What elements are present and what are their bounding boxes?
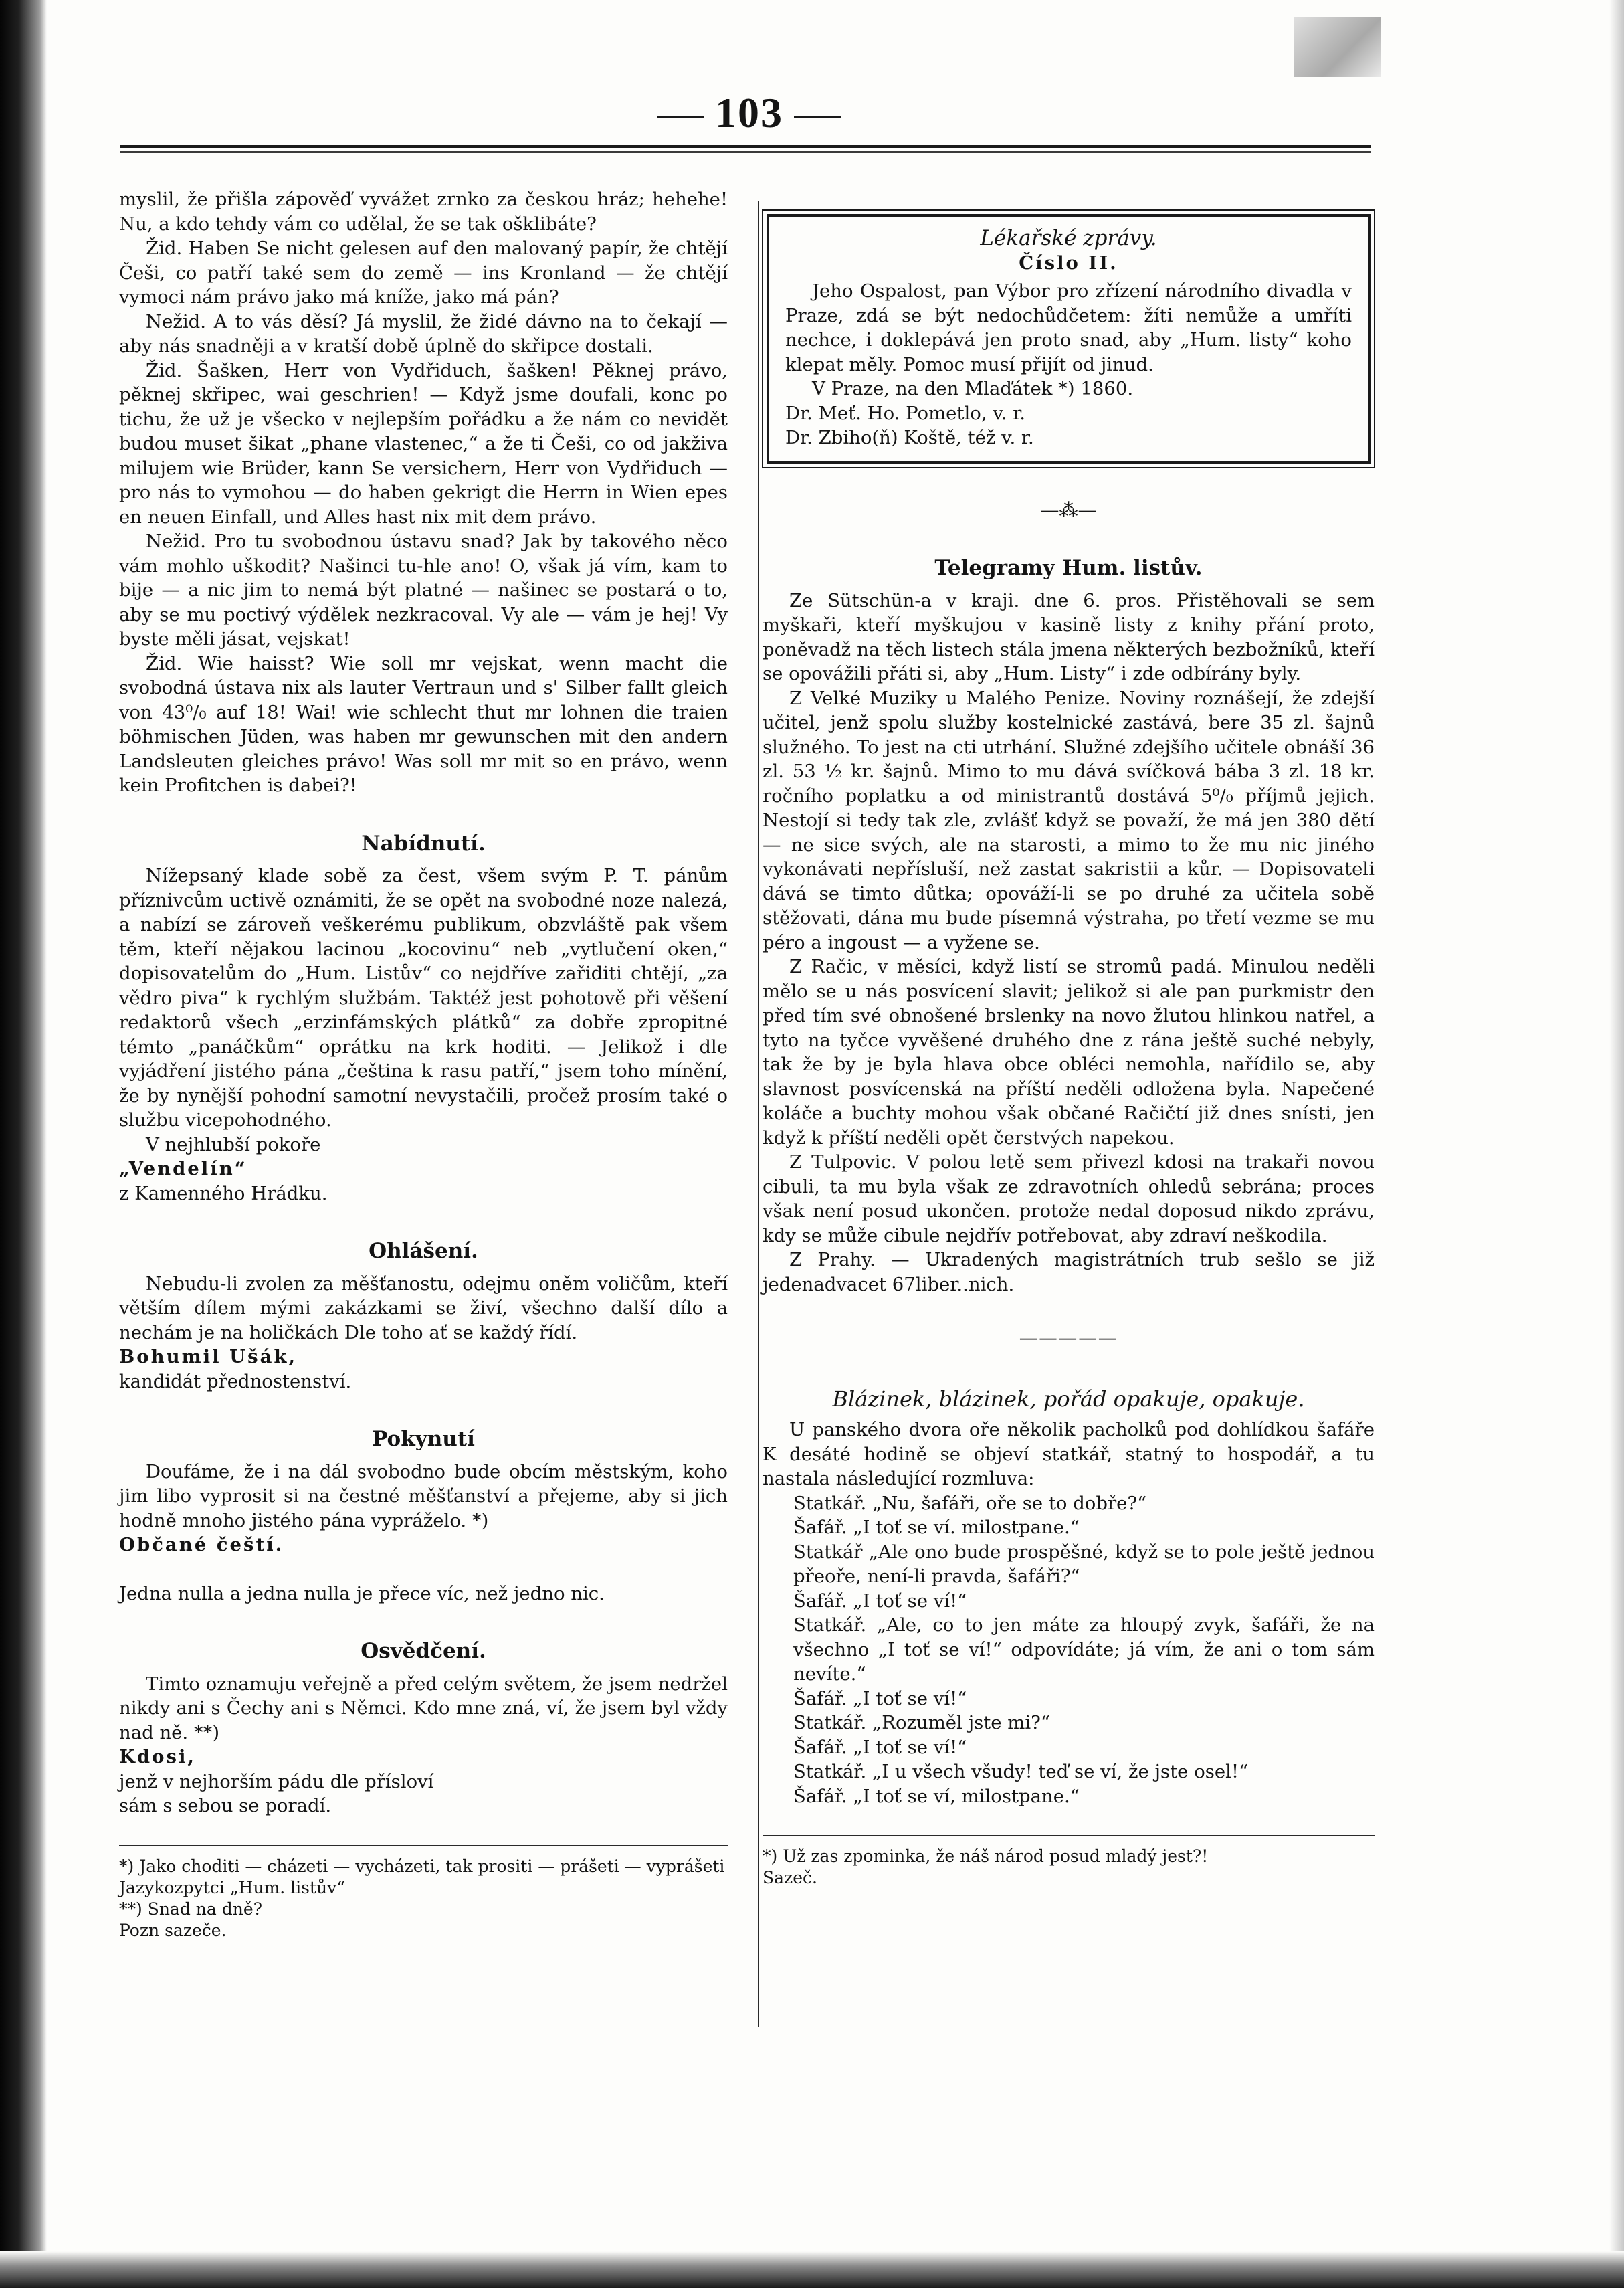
dialogue-line: Statkář. „Rozuměl jste mi?“ xyxy=(793,1712,1050,1733)
signature-line: sám s sebou se poradí. xyxy=(119,1795,332,1816)
signature-role: kandidát přednostenství. xyxy=(119,1370,352,1392)
footnotes xyxy=(763,1835,1375,1889)
page-number-dash-left xyxy=(657,116,704,118)
dialogue-paragraph: Žid. Wie haisst? Wie soll mr vejskat, wenn macht die svobodná ústava nix als lauter Vertraun und s' Silber fallt gleich von 43⁰/₀ auf 18! Wai! wie schlecht thut mr lohnen die traien böhmischen Jüden, was haben mr gewunschen mit den andern Landsleuten gleiches právo! Was soll mr mit so en právo, wenn kein Profitchen is dabei?! xyxy=(119,652,728,796)
section-title: Blázinek, blázinek, pořád opakuje, opakuje. xyxy=(832,1386,1305,1412)
section-nabidnuti xyxy=(119,832,728,1206)
section-text: U panského dvora oře několik pacholků pod dohlídkou šafáře K desáté hodině se objeví statkář, statný to hospodář, a tu nastala následující rozmluva: xyxy=(763,1419,1375,1489)
section-title: Nabídnutí. xyxy=(361,831,486,856)
scan-edge-bottom xyxy=(0,2251,1624,2288)
dialogue-paragraph: Žid. Haben Se nicht gelesen auf den malovaný papír, že chtějí Češi, co patří také sem do země — ins Kronland — že chtějí vymoci nám právo jako má kníže, jako má pán? xyxy=(119,237,728,308)
footnotes xyxy=(119,1845,728,1941)
footnote: **) Snad na dně? xyxy=(119,1899,263,1919)
telegram-item: Ze Sütschün-a v kraji. dne 6. pros. Přistěhovali se sem myškaři, kteří myškujou v kasině listy z knihy přání proto, poněvadž na těch listech stála jmena některých bezbožníků, kteří se opovážili přáti si, aby „Hum. Listy“ i zde odbírány byly. xyxy=(763,589,1375,684)
section-text: Nížepsaný klade sobě za čest, všem svým P. T. pánům příznivcům uctivě oznámiti, že se opět na svobodné noze nalezá, a nabízí se zároveň veškerému publikum, obzvláště pak všem těm, kteří nějakou lacinou „kocovinu“ neb „vytlučení oken,“ dopisovatelům do „Hum. Listův“ co nejdříve zařiditi chtějí, „za vědro piva“ k rychlým službám. Taktéž jest pohotově při věšení redaktorů všech „erzinfámských plátků“ za dobře zpropitné témto „panáčkům“ oprátku na krk hoditi. — Jelikož i dle vyjádření jistého pána „čeština k rasu patří,“ jsem toho mínění, že by nynější pohodní samotní nevystačili, pročež prosím také o službu vicepohodného. xyxy=(119,865,728,1131)
section-ohlaseni xyxy=(119,1239,728,1394)
section-telegramy xyxy=(763,556,1375,1297)
footnote-signature: Pozn sazeče. xyxy=(119,1920,227,1940)
nulla-line: Jedna nulla a jedna nulla je přece víc, než jedno nic. xyxy=(119,1582,605,1604)
signature: Bohumil Ušák, xyxy=(119,1346,298,1367)
page-number-value: 103 xyxy=(715,89,783,136)
divider: ————— xyxy=(1019,1327,1118,1349)
footnote: *) Jako choditi — cházeti — vycházeti, tak prositi — prášeti — vyprášeti xyxy=(119,1856,725,1876)
page-number-dash-right xyxy=(794,116,841,118)
dialogue-line: Statkář „Ale ono bude prospěšné, když se to pole ještě jednou přeoře, není-li pravda, šafáři?“ xyxy=(793,1541,1375,1587)
medical-report-box xyxy=(767,214,1371,464)
scan-edge-right xyxy=(1609,0,1624,2288)
dialogue-article xyxy=(119,187,728,798)
section-pokynuti xyxy=(119,1427,728,1557)
section-text: Timto oznamuju veřejně a před celým světem, že jsem nedržel nikdy ani s Čechy ani s Němci. Kdo mne zná, ví, že jsem byl vždy nad ně. **) xyxy=(119,1673,728,1743)
section-blazinek xyxy=(763,1387,1375,1809)
section-title: Pokynutí xyxy=(372,1427,475,1451)
footnote-signature: Jazykozpytci „Hum. listův“ xyxy=(119,1877,346,1897)
dialogue-paragraph: Nežid. Pro tu svobodnou ústavu snad? Jak by takového něco vám mohlo uškodit? Našinci tu-hle ano! O, však já vím, kam to bije — a nic jim to nemá být platné — našinec se postará o to, aby se mu poctivý výdělek nezkracoval. Vy ale — vám je hej! Vy byste měli jásat, vejskat! xyxy=(119,531,728,650)
ornament: —⁂— xyxy=(1040,498,1097,521)
signature-line: jenž v nejhorším pádu dle přísloví xyxy=(119,1770,434,1792)
section-title: Telegramy Hum. listův. xyxy=(934,556,1203,580)
box-date: V Praze, na den Mlaďátek *) 1860. xyxy=(812,378,1134,399)
section-osvedceni xyxy=(119,1639,728,1818)
dialogue-line: Šafář. „I toť se ví, milostpane.“ xyxy=(793,1785,1080,1807)
dialogue-line: Statkář. „Nu, šafáři, oře se to dobře?“ xyxy=(793,1492,1147,1514)
section-text: Doufáme, že i na dál svobodno bude obcím městským, koho jim libo vyprosit si na čestné měšťanství a přejeme, aby si jich hodně mnoho jistého pána vypráželo. *) xyxy=(119,1460,728,1531)
header-rule xyxy=(120,145,1371,148)
dialogue-line: Statkář. „Ale, co to jen máte za hloupý zvyk, šafáři, že na všechno „I toť se ví!“ odpovídáte; já vím, že ani o tom sám nevíte.“ xyxy=(793,1614,1375,1685)
left-column xyxy=(119,187,728,1941)
box-title: Lékařské zprávy. xyxy=(980,226,1157,250)
dialogue-paragraph: Nežid. A to vás děsí? Já myslil, že židé dávno na to čekají — aby nás snadněji a v kratší době úplně do skřipce dostali. xyxy=(119,310,728,357)
scan-corner-mark xyxy=(1294,17,1381,77)
footnote: *) Už zas zpominka, že náš národ posud mladý jest?! xyxy=(763,1846,1209,1866)
closing-line: V nejhlubší pokoře xyxy=(146,1133,321,1155)
page-number xyxy=(622,88,876,138)
section-title: Osvědčení. xyxy=(361,1639,486,1663)
scan-edge-left xyxy=(0,0,47,2288)
dialogue-line: Šafář. „I toť se ví!“ xyxy=(793,1736,967,1758)
dialogue-paragraph: Žid. Šašken, Herr von Vydřiduch, šašken! Pěknej právo, pěknej skřipec, wai geschrien! — Když jsme doufali, konc po tichu, že už je všecko v nejlepším pořádku a že nám co nevidět budou muset šikat „phane vlastenec,“ a že ti Češi, co od jakživa milujem wie Brüder, kann Se versichern, Herr von Vydřiduch — pro nás to vymohou — do haben gekrigt die Herrn in Wien epes en neuen Einfall, und Alles hast nix mit dem právo. xyxy=(119,359,728,528)
dialogue-line: Šafář. „I toť se ví!“ xyxy=(793,1687,967,1709)
telegram-item: Z Račic, v měsíci, když listí se stromů padá. Minulou neděli mělo se u nás posvícení slavit; jelikož si ale pan purkmistr den před tím své obnošené brslenky na novo žlutou hlinkou natřel, a tyto na tyčce vyvěšené druhého dne z rána ještě suché nebyly, tak že by je byla hlava obce obléci nemohla, nařídilo se, aby slavnost posvícenská na příští neděli odložena byla. Napečené koláče a buchty mohou však občané Račičtí již dnes snísti, jen když k příští neděli opět čerstvých napekou. xyxy=(763,956,1375,1149)
box-number: Číslo II. xyxy=(1019,252,1118,274)
signature-place: z Kamenného Hrádku. xyxy=(119,1182,328,1204)
signature: „Vendelín“ xyxy=(119,1158,247,1179)
right-column xyxy=(763,209,1375,1889)
footnote-signature: Sazeč. xyxy=(763,1868,817,1887)
dialogue-paragraph: myslil, že přišla zápověď vyvážet zrnko za českou hráz; hehehe! Nu, a kdo tehdy vám co udělal, že se tak ošklibáte? xyxy=(119,189,728,235)
column-rule xyxy=(758,201,759,2027)
section-text: Nebudu-li zvolen za měšťanostu, odejmu oněm voličům, kteří větším dílem mými zakázkami se živí, všechno další dílo a nechám je na holičkách Dle toho ať se každý řídí. xyxy=(119,1272,728,1343)
box-signature: Dr. Zbiho(ň) Koště, též v. r. xyxy=(785,427,1034,448)
telegram-item: Z Prahy. — Ukradených magistrátních trub sešlo se již jedenadvacet 67liber..nich. xyxy=(763,1249,1375,1295)
section-title: Ohlášení. xyxy=(369,1239,478,1263)
signature: Kdosi, xyxy=(119,1746,196,1768)
header-rule-thin xyxy=(120,151,1371,153)
dialogue-line: Statkář. „I u všech všudy! teď se ví, že jste osel!“ xyxy=(793,1761,1249,1782)
telegram-item: Z Tulpovic. V polou letě sem přivezl kdosi na trakaři novou cibuli, ta mu byla však ze zdravotních ohledů sebrána; proces však není posud ukončen. protože nedal doposud nikdo zprávu, kdy se může cibule nejdřív potřebovat, aby zdraví neškodila. xyxy=(763,1151,1375,1246)
box-signature: Dr. Meť. Ho. Pometlo, v. r. xyxy=(785,402,1025,424)
dialogue-line: Šafář. „I toť se ví. milostpane.“ xyxy=(793,1517,1080,1538)
dialogue-line: Šafář. „I toť se ví!“ xyxy=(793,1590,967,1612)
signature: Občané čeští. xyxy=(119,1534,284,1555)
telegram-item: Z Velké Muziky u Malého Penize. Noviny roznášejí, že zdejší učitel, jenž spolu služby kostelnické zastává, bere 35 zl. šajnů služného. To jest na cti utrhání. Služné zdejšího učitele obnáší 36 zl. 53 ½ kr. šajnů. Mimo to mu dává svíčková bába 3 zl. 18 kr. ročního poplatku a od ministrantů dostává 5⁰/₀ příjmů jejich. Nestojí si tedy tak zle, zvlášť když se považí, že má jen 380 dětí — ne sice svých, ale na starosti, a mimo to že mu nic jiného vykonávati nepřísluší, než zastat sakristii a kůr. — Dopisovateli dává se timto důtka; opováží-li se po druhé za učitela sobě stěžovati, dána mu bude písemná výstraha, po třetí vezme se mu péro a ingoust — a vyžene se. xyxy=(763,687,1375,953)
box-text: Jeho Ospalost, pan Výbor pro zřízení národního divadla v Praze, zdá se být nedochůdčetem: žíti nemůže a umříti nechce, i doklepává jen proto snad, aby „Hum. listy“ koho klepat měly. Pomoc musí přijít od jinud. xyxy=(785,280,1352,375)
